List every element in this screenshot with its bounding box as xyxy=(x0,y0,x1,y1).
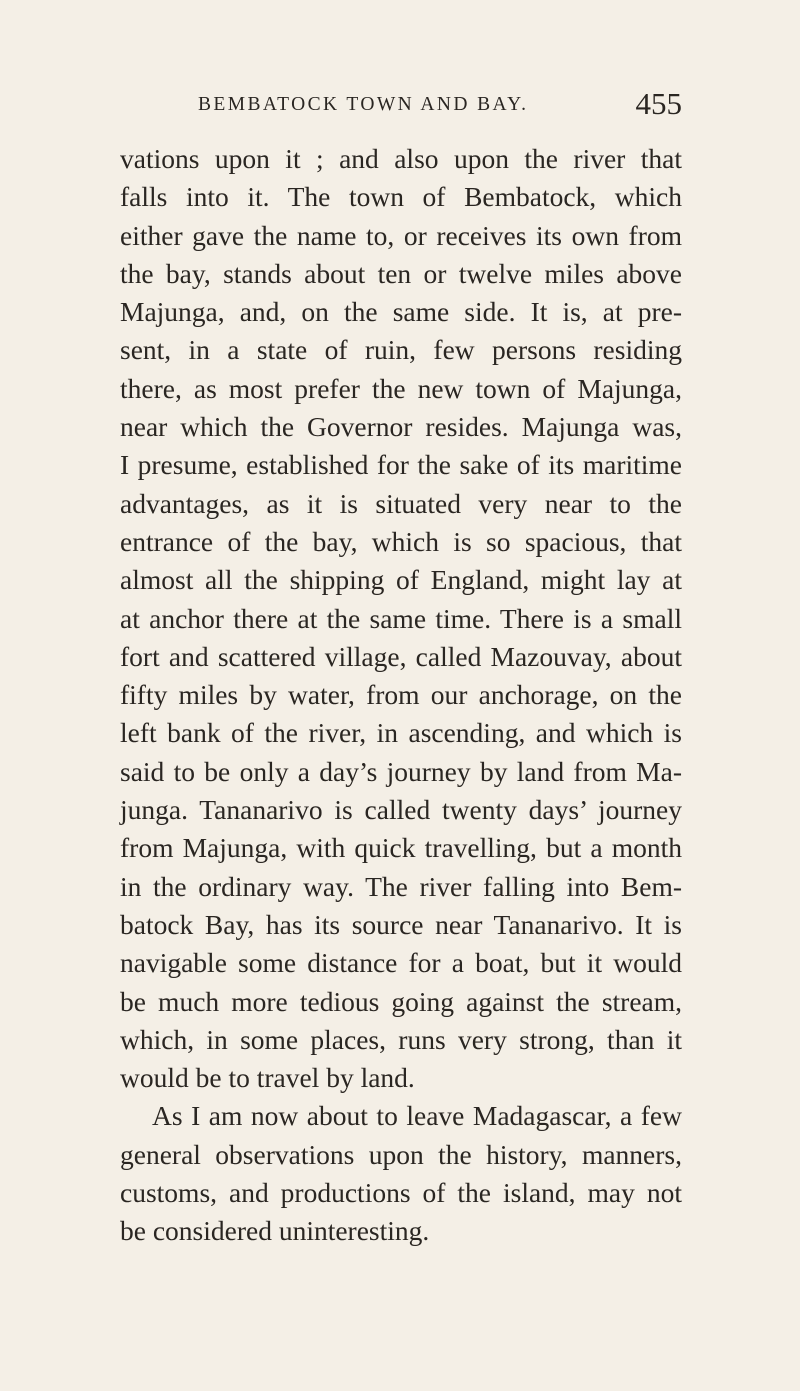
text-line: advantages, as it is situated very near to the xyxy=(120,487,682,519)
text-line: there, as most prefer the new town of Majunga, xyxy=(120,372,682,404)
text-line: in the ordinary way. The river falling into Bem- xyxy=(120,870,682,902)
text-line: junga. Tananarivo is called twenty days’ journey xyxy=(120,794,682,826)
text-line: the bay, stands about ten or twelve miles above xyxy=(120,257,682,289)
text-line: entrance of the bay, which is so spacious, that xyxy=(120,525,682,557)
text-line: near which the Governor resides. Majunga was, xyxy=(120,411,682,443)
text-line: navigable some distance for a boat, but it would xyxy=(120,947,682,979)
text-line: batock Bay, has its source near Tananarivo. It is xyxy=(120,908,682,940)
text-line: sent, in a state of ruin, few persons residing xyxy=(120,334,682,366)
text-line: from Majunga, with quick travelling, but a month xyxy=(120,832,682,864)
text-line: I presume, established for the sake of its maritime xyxy=(120,449,682,481)
text-line: which, in some places, runs very strong, than it xyxy=(120,1023,682,1055)
text-line: vations upon it ; and also upon the river that xyxy=(120,143,682,174)
text-line: be much more tedious going against the stream, xyxy=(120,985,682,1017)
text-line: at anchor there at the same time. There is a small xyxy=(120,602,682,634)
running-head xyxy=(198,86,682,126)
text-line: Majunga, and, on the same side. It is, at pre- xyxy=(120,296,682,328)
text-line: customs, and productions of the island, may not xyxy=(120,1177,682,1209)
body-text xyxy=(120,140,682,1251)
text-line: either gave the name to, or receives its own from xyxy=(120,219,682,251)
running-title: BEMBATOCK TOWN AND BAY. xyxy=(198,94,529,115)
text-line: would be to travel by land. xyxy=(120,1062,415,1094)
text-line: fifty miles by water, from our anchorage, on the xyxy=(120,679,682,711)
text-line: fort and scattered village, called Mazouvay, about xyxy=(120,640,682,672)
text-line: be considered uninteresting. xyxy=(120,1215,430,1247)
text-line: said to be only a day’s journey by land from Ma- xyxy=(120,755,682,787)
text-line: As I am now about to leave Madagascar, a few xyxy=(152,1100,682,1132)
text-line: almost all the shipping of England, might lay at xyxy=(120,564,682,596)
text-line: general observations upon the history, manners, xyxy=(120,1138,682,1170)
text-line: falls into it. The town of Bembatock, which xyxy=(120,181,682,213)
page-number: 455 xyxy=(635,86,682,121)
text-line: left bank of the river, in ascending, and which is xyxy=(120,717,682,749)
